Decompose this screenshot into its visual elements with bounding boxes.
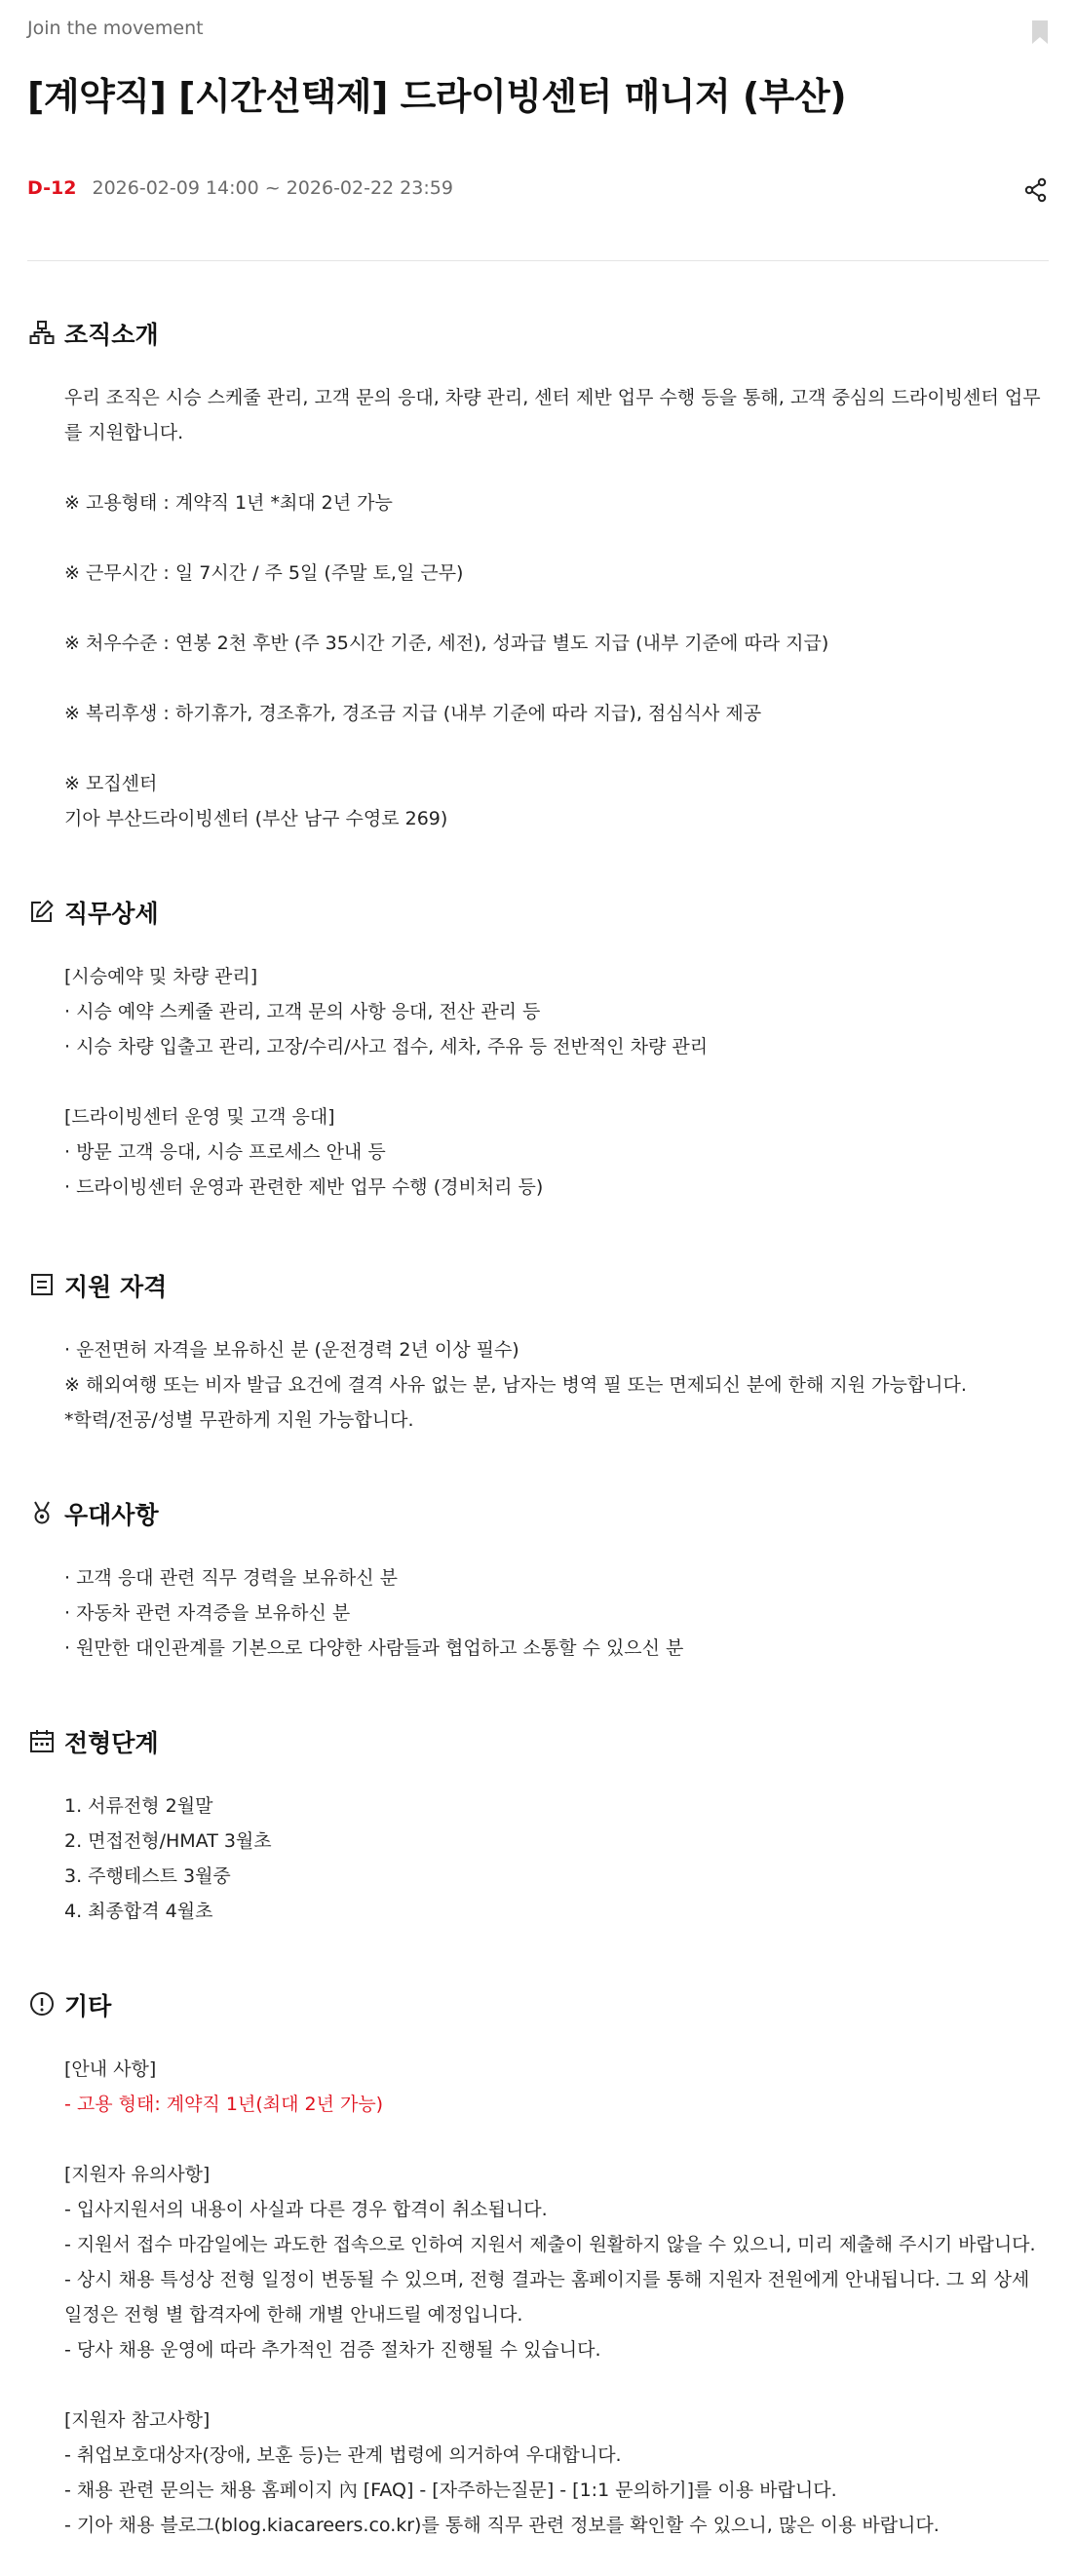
section-duty bbox=[27, 893, 1049, 1198]
list-item: - 채용 관련 문의는 채용 홈페이지 內 [FAQ] - [자주하는질문] - [1:1 문의하기]를 이용 바랍니다. bbox=[64, 2480, 837, 2501]
list-item: · 자동차 관련 자격증을 보유하신 분 bbox=[64, 1602, 351, 1624]
section-title: 지원 자격 bbox=[64, 1273, 168, 1301]
section-body bbox=[64, 1788, 1049, 1929]
section-org bbox=[27, 314, 1049, 829]
welfare: ※ 복리후생 : 하기휴가, 경조휴가, 경조금 지급 (내부 기준에 따라 지급), 점심식사 제공 bbox=[64, 703, 762, 724]
top-bar bbox=[27, 18, 1049, 45]
section-header bbox=[27, 1722, 1049, 1761]
section-process bbox=[27, 1722, 1049, 1922]
breadcrumb[interactable]: Join the movement bbox=[27, 18, 204, 39]
list-item: *학력/전공/성별 무관하게 지원 가능합니다. bbox=[64, 1409, 414, 1431]
medal-icon bbox=[29, 1500, 55, 1525]
section-header bbox=[27, 1494, 1049, 1533]
list-item: ※ 해외여행 또는 비자 발급 요건에 결격 사유 없는 분, 남자는 병역 필 또는 면제되신 분에 한해 지원 가능합니다. bbox=[64, 1374, 967, 1396]
section-title: 전형단계 bbox=[64, 1729, 159, 1757]
org-chart-icon bbox=[29, 320, 55, 345]
section-header bbox=[27, 1985, 1049, 2024]
list-item: - 입사지원서의 내용이 사실과 다른 경우 합격이 취소됩니다. bbox=[64, 2199, 548, 2220]
work-hours: ※ 근무시간 : 일 7시간 / 주 5일 (주말 토,일 근무) bbox=[64, 562, 464, 584]
pay-level: ※ 처우수준 : 연봉 2천 후반 (주 35시간 기준, 세전), 성과급 별도 지급 (내부 기준에 따라 지급) bbox=[64, 633, 829, 654]
list-item: - 취업보호대상자(장애, 보훈 등)는 관계 법령에 의거하여 우대합니다. bbox=[64, 2444, 622, 2466]
process-step: 2. 면접전형/HMAT 3월초 bbox=[64, 1830, 272, 1852]
section-body bbox=[64, 1560, 1049, 1666]
alert-circle-icon bbox=[29, 1991, 55, 2017]
list-item: · 시승 예약 스케줄 관리, 고객 문의 사항 응대, 전산 관리 등 bbox=[64, 1001, 541, 1022]
section-title: 기타 bbox=[64, 1992, 112, 2020]
notice-title: [안내 사항] bbox=[64, 2058, 157, 2080]
section-body bbox=[64, 380, 1049, 836]
section-body bbox=[64, 2052, 1049, 2543]
page-title: [계약직] [시간선택제] 드라이빙센터 매니저 (부산) bbox=[27, 75, 847, 118]
center-address: 기아 부산드라이빙센터 (부산 남구 수영로 269) bbox=[64, 808, 448, 829]
section-preference bbox=[27, 1494, 1049, 1659]
list-item: · 방문 고객 응대, 시승 프로세스 안내 등 bbox=[64, 1141, 386, 1163]
calendar-icon bbox=[29, 1728, 55, 1753]
section-title: 우대사항 bbox=[64, 1501, 159, 1529]
list-item: - 지원서 접수 마감일에는 과도한 접속으로 인하여 지원서 제출이 원활하지 않을 수 있으니, 미리 제출해 주시기 바랍니다. bbox=[64, 2234, 1036, 2255]
center-label: ※ 모집센터 bbox=[64, 773, 158, 794]
posting-meta bbox=[27, 177, 1049, 205]
section-header bbox=[27, 893, 1049, 932]
section-body bbox=[64, 959, 1049, 1205]
section-qualification bbox=[27, 1266, 1049, 1431]
header-divider bbox=[27, 260, 1049, 261]
caution-title: [지원자 유의사항] bbox=[64, 2164, 211, 2185]
section-header bbox=[27, 1266, 1049, 1305]
notice-item: - 고용 형태: 계약직 1년(최대 2년 가능) bbox=[64, 2094, 384, 2115]
list-item: - 기아 채용 블로그(blog.kiacareers.co.kr)를 통해 직무 관련 정보를 확인할 수 있으니, 많은 이용 바랍니다. bbox=[64, 2515, 940, 2536]
reference-title: [지원자 참고사항] bbox=[64, 2409, 211, 2431]
list-item: - 당사 채용 운영에 따라 추가적인 검증 절차가 진행될 수 있습니다. bbox=[64, 2339, 601, 2361]
section-title: 조직소개 bbox=[64, 321, 159, 349]
list-item: · 시승 차량 입출고 관리, 고장/수리/사고 접수, 세차, 주유 등 전반적인 차량 관리 bbox=[64, 1036, 709, 1057]
list-item: - 상시 채용 특성상 전형 일정이 변동될 수 있으며, 전형 결과는 홈페이지를 통해 지원자 전원에게 안내됩니다. 그 외 상세 일정은 전형 별 합격자에 한해 개별 안내드릴 예정입니다. bbox=[64, 2269, 1030, 2326]
duty-group-title: [드라이빙센터 운영 및 고객 응대] bbox=[64, 1106, 335, 1128]
list-item: · 운전면허 자격을 보유하신 분 (운전경력 2년 이상 필수) bbox=[64, 1339, 519, 1361]
dday-badge: D-12 bbox=[27, 177, 77, 199]
bookmark-icon[interactable] bbox=[1031, 19, 1049, 45]
section-title: 직무상세 bbox=[64, 900, 159, 928]
section-header bbox=[27, 314, 1049, 353]
process-step: 3. 주행테스트 3월중 bbox=[64, 1865, 231, 1887]
list-item: · 드라이빙센터 운영과 관련한 제반 업무 수행 (경비처리 등) bbox=[64, 1176, 544, 1198]
process-step: 4. 최종합격 4월초 bbox=[64, 1901, 213, 1922]
section-etc bbox=[27, 1985, 1049, 2536]
list-item: · 고객 응대 관련 직무 경력을 보유하신 분 bbox=[64, 1567, 398, 1589]
list-item: · 원만한 대인관계를 기본으로 다양한 사람들과 협업하고 소통할 수 있으신 분 bbox=[64, 1637, 684, 1659]
posting-period: 2026-02-09 14:00 ~ 2026-02-22 23:59 bbox=[92, 177, 453, 199]
process-step: 1. 서류전형 2월말 bbox=[64, 1795, 213, 1817]
org-intro: 우리 조직은 시승 스케줄 관리, 고객 문의 응대, 차량 관리, 센터 제반 업무 수행 등을 통해, 고객 중심의 드라이빙센터 업무를 지원합니다. bbox=[64, 387, 1041, 443]
document-list-icon bbox=[29, 1272, 55, 1297]
section-body bbox=[64, 1332, 1049, 1438]
share-icon[interactable] bbox=[1023, 177, 1049, 203]
edit-icon bbox=[29, 899, 55, 924]
duty-group-title: [시승예약 및 차량 관리] bbox=[64, 966, 258, 987]
employment-type: ※ 고용형태 : 계약직 1년 *최대 2년 가능 bbox=[64, 492, 393, 514]
